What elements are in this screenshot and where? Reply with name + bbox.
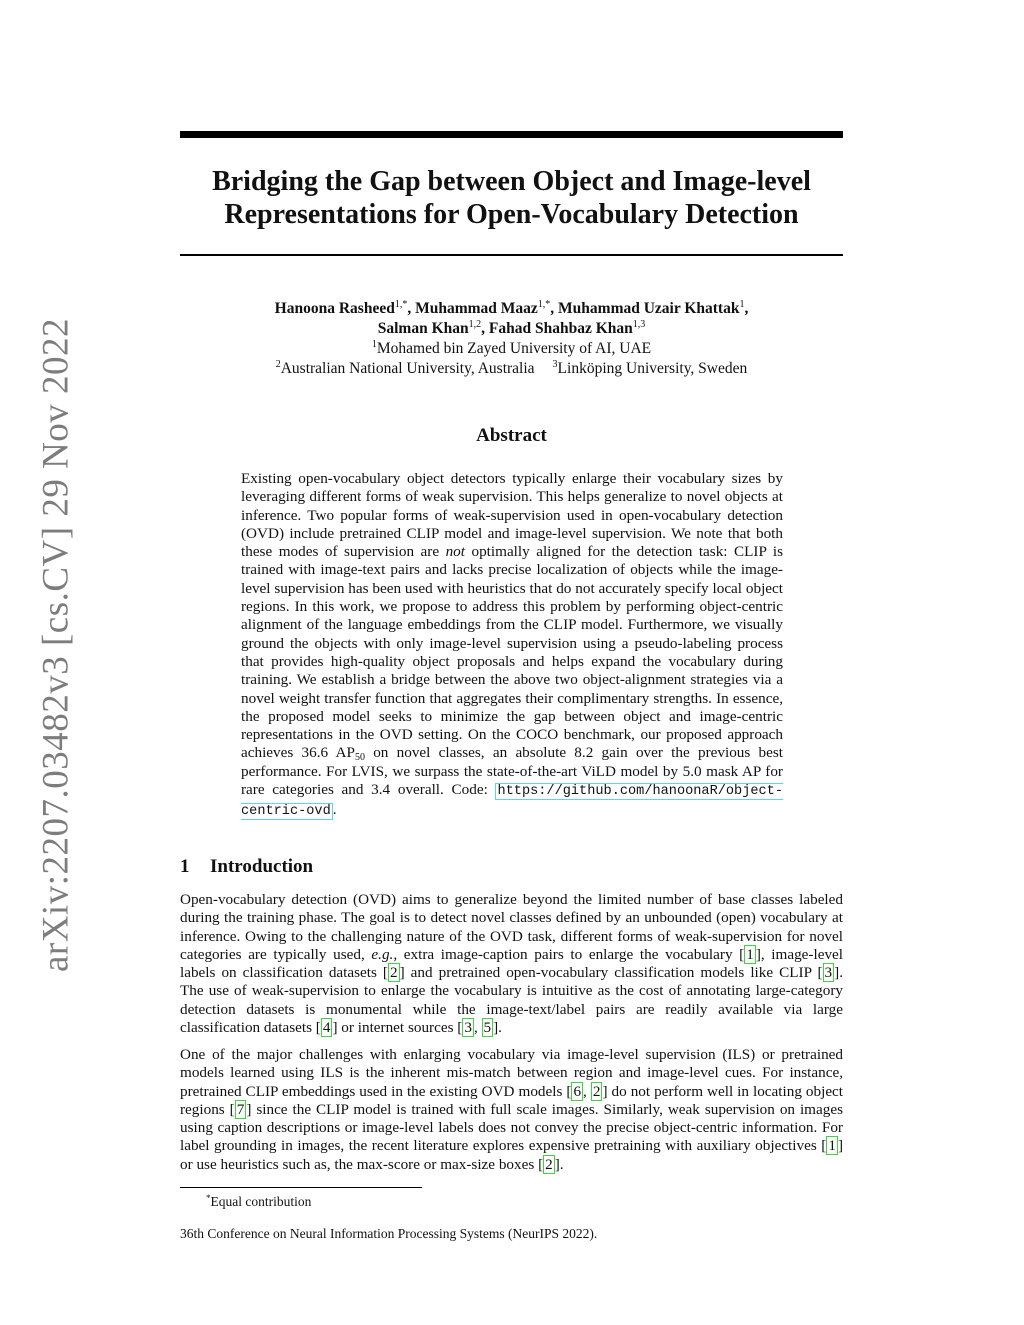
paper-title	[180, 165, 843, 231]
title-line-1: Bridging the Gap between Object and Image-level	[212, 166, 811, 197]
author-sup: 1,*	[394, 299, 408, 310]
paragraph-text: ] or use heuristics such as, the max-score or max-size boxes [	[180, 1137, 843, 1173]
paragraph-text: ] and pretrained open-vocabulary classification models like CLIP [	[399, 964, 823, 982]
abstract-emphasis: not	[445, 543, 465, 561]
abstract-body	[241, 470, 783, 822]
venue-line: 36th Conference on Neural Information Processing Systems (NeurIPS 2022).	[180, 1226, 598, 1241]
author-name: Muhammad Maaz	[415, 300, 538, 317]
footnote-text: Equal contribution	[210, 1194, 312, 1209]
paragraph-text: , extra image-caption pairs to enlarge the vocabulary [	[393, 945, 745, 963]
title-bottom-rule	[180, 254, 843, 256]
affiliation-sup: 2	[275, 359, 281, 370]
citation-link[interactable]: 2	[545, 1155, 553, 1173]
paragraph-text: Open-vocabulary detection (OVD) aims to generalize beyond the limited number of base classes labeled during the training phase. The goal is to detect novel classes defined by an unbounded (open) vocabulary at inference. Owing to the challenging nature of the OVD task, different forms of weak-supervision for novel categories are typically used,	[180, 891, 843, 963]
ap-subscript: 50	[354, 752, 365, 764]
paragraph-text: One of the major challenges with enlarging vocabulary via image-level supervision (ILS) or pretrained models learned using ILS is the inherent mis-match between region and image-level cues. For instance, pretrained CLIP embeddings used in the existing OVD models [	[180, 1046, 843, 1100]
author-name: Salman Khan	[377, 320, 469, 337]
footnote-rule	[180, 1187, 422, 1188]
section-title: Introduction	[210, 856, 314, 877]
intro-paragraph-2	[180, 1046, 843, 1174]
author-sup: 1	[739, 299, 745, 310]
author-name: Fahad Shahbaz Khan	[488, 320, 633, 337]
code-link[interactable]: https://github.com/hanoonaR/object-centric-ovd	[241, 784, 783, 820]
section-number: 1	[180, 856, 190, 877]
citation-link[interactable]: 4	[322, 1019, 331, 1037]
paragraph-text: ].	[493, 1019, 502, 1037]
author-sup: 1,2	[468, 319, 482, 330]
paragraph-text: ,	[473, 1019, 482, 1037]
paragraph-text: ] or internet sources [	[332, 1019, 463, 1037]
title-top-rule	[180, 131, 843, 138]
abstract-text: Existing open-vocabulary object detectors typically enlarge their vocabulary sizes by leveraging different forms of weak supervision. This helps generalize to novel objects at inference. Two popular forms of weak-supervision used in open-vocabulary detection (OVD) include pretrained CLIP model and image-level supervision. We note that both these modes of supervision are	[241, 470, 783, 561]
affiliation-text: Australian National University, Australia	[280, 360, 535, 377]
intro-paragraph-1	[180, 891, 843, 1037]
title-line-2: Representations for Open-Vocabulary Detection	[224, 199, 799, 230]
paragraph-text: ], image-level labels on classification datasets [	[180, 945, 843, 982]
citation-link[interactable]: 2	[592, 1082, 601, 1100]
affiliation-text: Mohamed bin Zayed University of AI, UAE	[376, 340, 652, 357]
paragraph-text: ,	[583, 1082, 591, 1100]
paragraph-text: ].	[554, 1155, 564, 1173]
paragraph-text: ] do not perform well in locating object regions [	[180, 1082, 844, 1118]
footnote-mark: *	[206, 1193, 211, 1203]
citation-link[interactable]: 1	[828, 1137, 836, 1155]
author-names-line-1: Hanoona Rasheed$^{1,*}$, Muhammad Maaz$^{1,*}$, Muhammad Uzair Khattak$^1$,	[274, 299, 749, 317]
affiliation-sup: 3	[552, 359, 558, 370]
citation-link[interactable]: 2	[389, 964, 398, 982]
author-name: Muhammad Uzair Khattak	[558, 300, 740, 317]
citation-link[interactable]: 1	[746, 945, 754, 963]
abstract-text: optimally aligned for the detection task: CLIP is trained with image-text pairs and lacks precise localization of objects while the image-level supervision has been used with heuristics that do not accurately specify local object regions. In this work, we propose to address this problem by performing object-centric alignment of the language embeddings from the CLIP model. Furthermore, we visually ground the objects with only image-level supervision using a pseudo-labeling process that provides high-quality object proposals and helps expand the vocabulary during training. We establish a bridge between the above two object-alignment strategies via a novel weight transfer function that aggregates their complimentary strengths. In essence, the proposed model seeks to minimize the gap between object and image-centric representations in the OVD setting. On the COCO benchmark, our proposed approach achieves 36.6 AP	[241, 543, 783, 762]
section-heading-introduction	[180, 856, 313, 878]
author-name: Hanoona Rasheed	[274, 300, 395, 317]
abstract-text: on novel classes, an absolute 8.2 gain over the previous best performance. For LVIS, we surpass the state-of-the-art ViLD model by 5.0 mask AP for rare categories and 3.4 overall. Code:	[241, 744, 784, 799]
affiliation-line-2	[180, 359, 843, 379]
paragraph-text: ] since the CLIP model is trained with full scale images. Similarly, weak supervision on images using caption descriptions or image-level labels does not convey the precise object-centric information. For label grounding in images, the recent literature explores expensive pretraining with auxiliary objectives [	[180, 1100, 843, 1155]
author-sup: 1,*	[537, 299, 551, 310]
affiliation-sup: 1	[371, 339, 377, 350]
author-block	[180, 299, 843, 379]
affiliation-text: Linköping University, Sweden	[557, 360, 748, 377]
paragraph-emphasis: e.g.	[371, 945, 394, 963]
affiliation-line-1	[180, 339, 843, 359]
abstract-text: .	[332, 801, 337, 819]
citation-link[interactable]: 3	[824, 964, 833, 982]
citation-link[interactable]: 3	[464, 1019, 472, 1037]
abstract-heading: Abstract	[476, 425, 547, 446]
paragraph-text: ]. The use of weak-supervision to enlarge the vocabulary is intuitive as the cost of annotating large-category detection datasets is monumental while the image-text/label pairs are readily available via large classification datasets [	[180, 964, 843, 1037]
citation-link[interactable]: 7	[236, 1100, 245, 1118]
arxiv-identifier[interactable]: arXiv:2207.03482v3 [cs.CV] 29 Nov 2022	[35, 317, 77, 973]
author-names-line-2: Salman Khan$^{1,2}$, Fahad Shahbaz Khan$^{1,3}$	[377, 319, 646, 337]
author-sup: 1,3	[632, 319, 646, 330]
citation-link[interactable]: 5	[483, 1019, 492, 1037]
footnote	[206, 1194, 311, 1210]
citation-link[interactable]: 6	[573, 1082, 582, 1100]
